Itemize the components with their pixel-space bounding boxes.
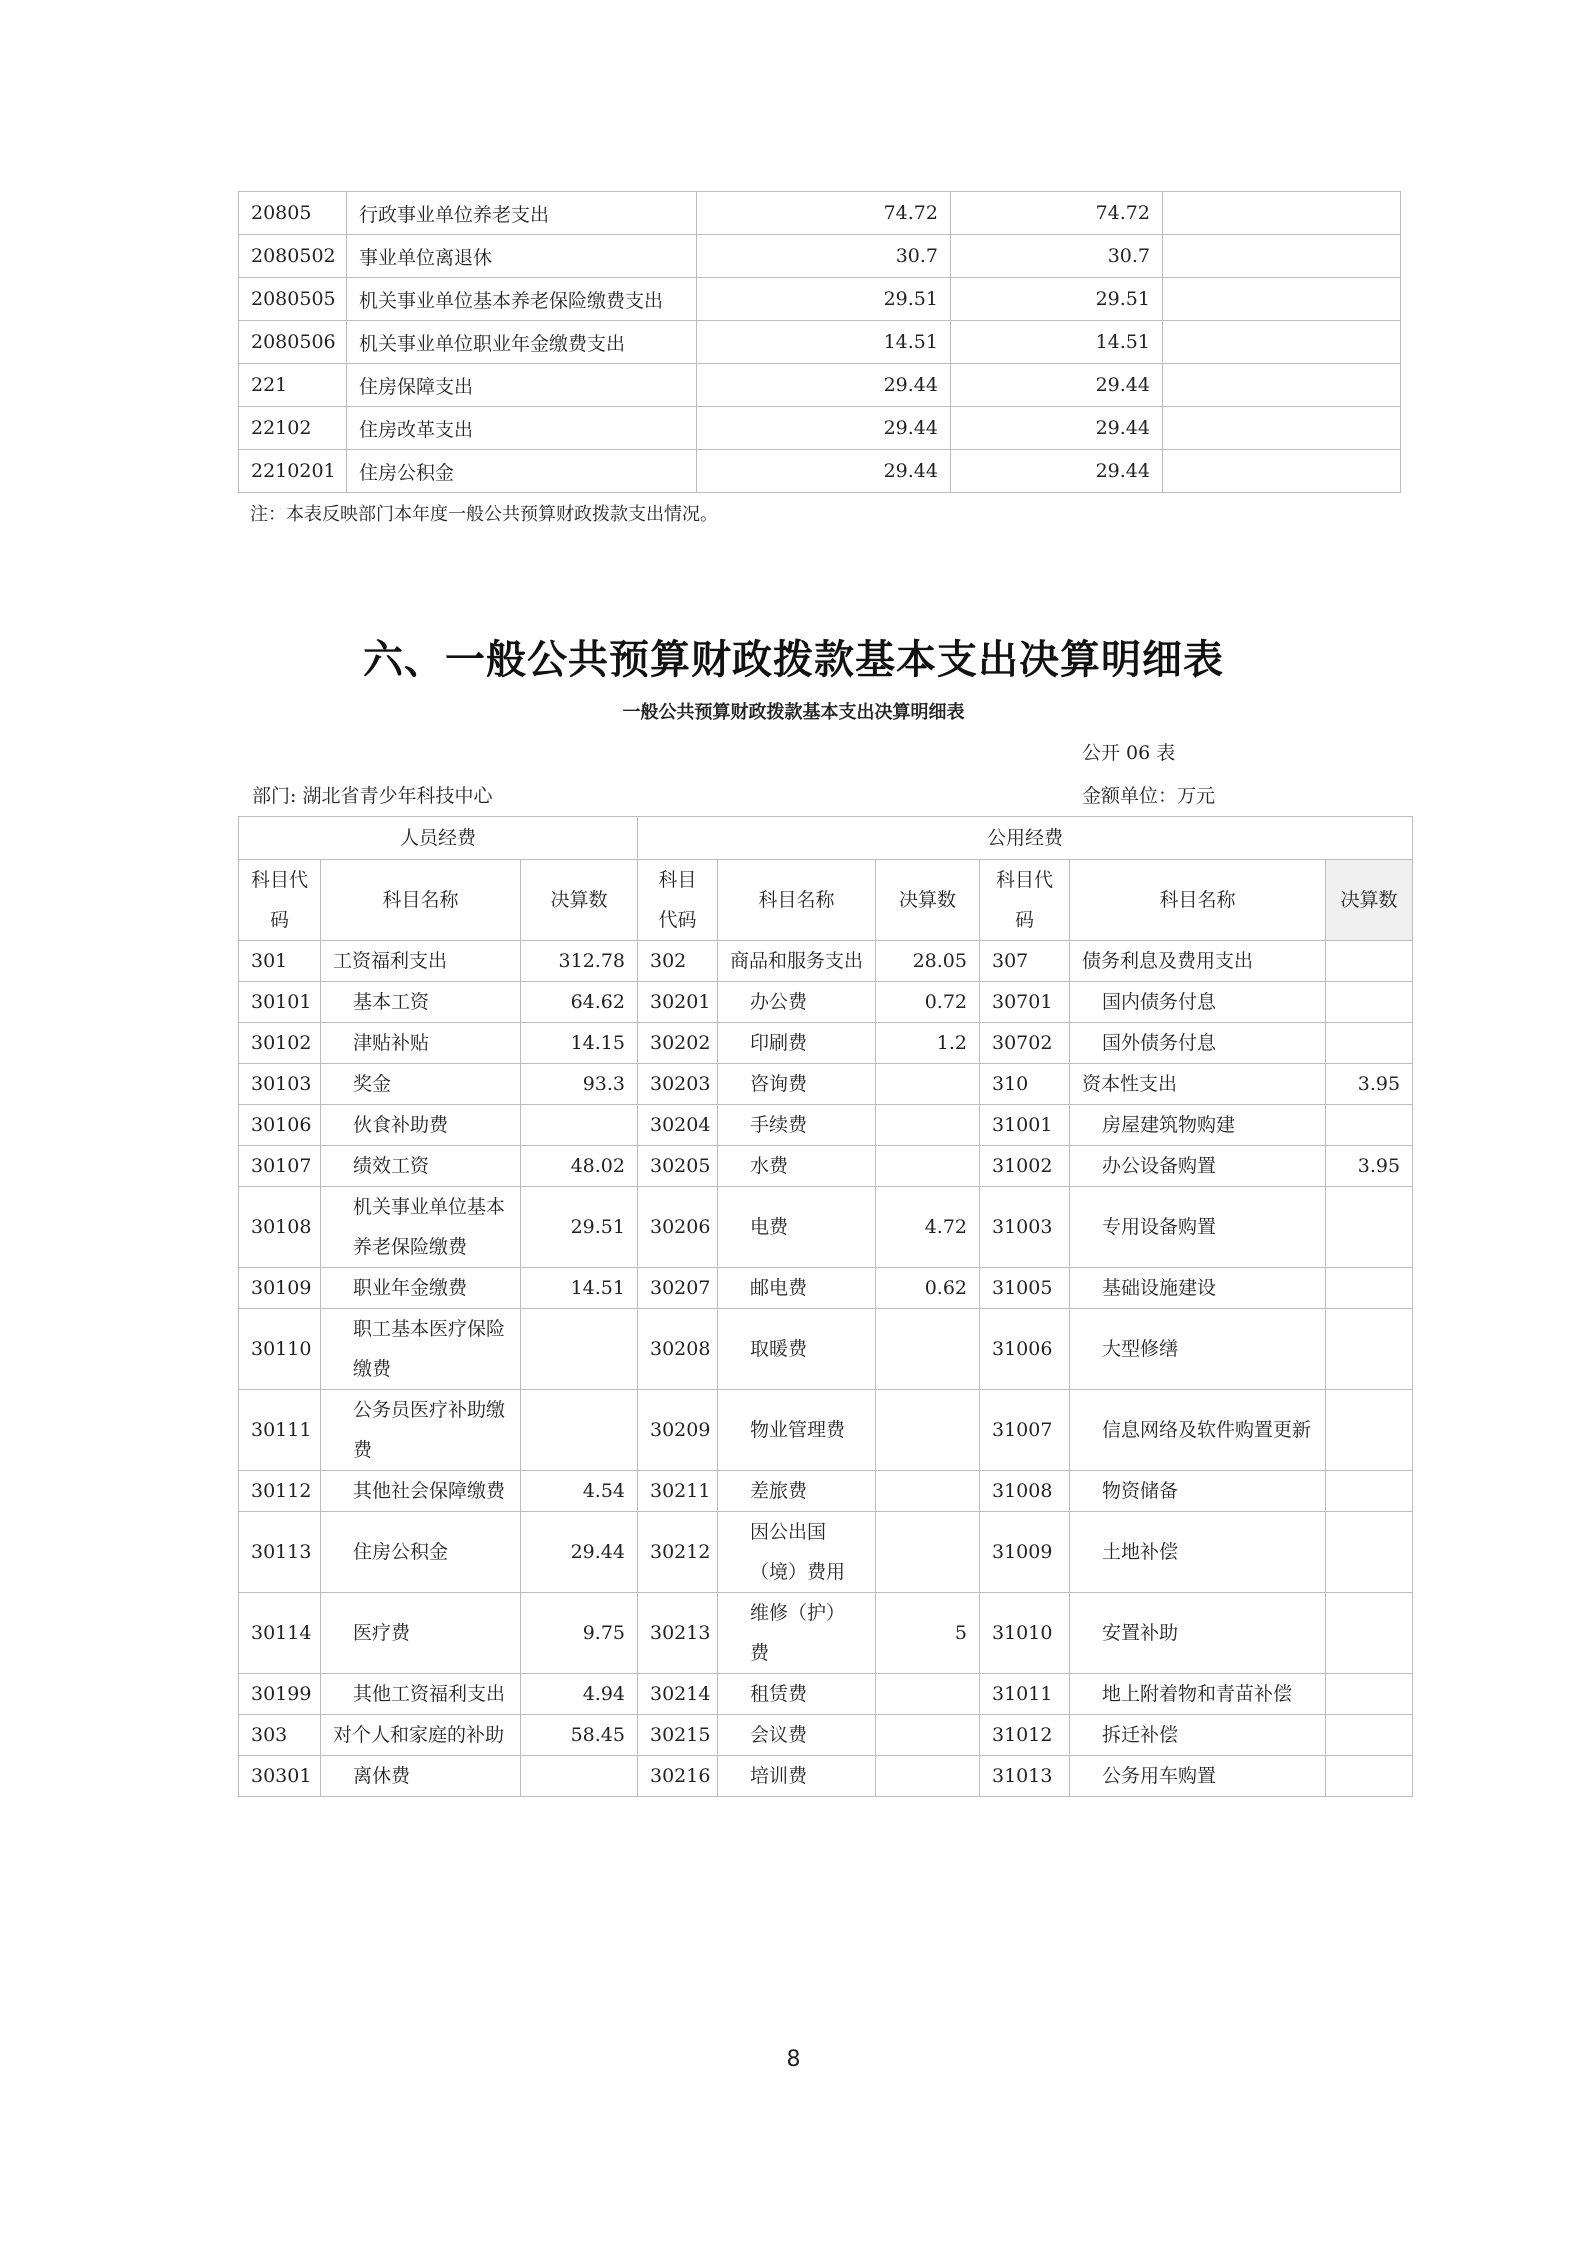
form-number: 公开 06 表 [1082, 742, 1176, 764]
table-row [239, 1105, 1413, 1146]
code-cell: 31008 [980, 1471, 1070, 1512]
amount-cell [1326, 1390, 1413, 1471]
name-cell: 基本工资 [321, 982, 521, 1023]
name-cell: 机关事业单位基本养老保险缴费支出 [347, 278, 697, 321]
total-cell: 29.44 [697, 407, 951, 450]
amount-cell [1326, 1715, 1413, 1756]
name-cell: 大型修缮 [1070, 1309, 1326, 1390]
name-cell: 离休费 [321, 1756, 521, 1797]
code-cell: 30202 [638, 1023, 718, 1064]
name-cell: 住房公积金 [347, 450, 697, 493]
name-cell: 电费 [718, 1187, 876, 1268]
amount-cell [1326, 1471, 1413, 1512]
name-cell: 津贴补贴 [321, 1023, 521, 1064]
code-cell: 302 [638, 941, 718, 982]
name-cell: 物资储备 [1070, 1471, 1326, 1512]
code-cell: 31007 [980, 1390, 1070, 1471]
amount-cell [521, 1309, 638, 1390]
table-row [239, 1471, 1413, 1512]
name-cell: 房屋建筑物购建 [1070, 1105, 1326, 1146]
amount-cell: 93.3 [521, 1064, 638, 1105]
amount-cell: 29.44 [521, 1512, 638, 1593]
name-cell: 物业管理费 [718, 1390, 876, 1471]
name-cell: 咨询费 [718, 1064, 876, 1105]
department-label: 部门: 湖北省青少年科技中心 [252, 785, 493, 807]
header-name-b: 科目名称 [718, 860, 876, 941]
basic-cell: 29.44 [951, 364, 1163, 407]
name-cell: 会议费 [718, 1715, 876, 1756]
total-cell: 14.51 [697, 321, 951, 364]
code-cell: 20805 [239, 192, 347, 235]
code-cell: 31012 [980, 1715, 1070, 1756]
header-code-c: 科目代码 [980, 860, 1070, 941]
amount-cell [1326, 1023, 1413, 1064]
name-cell: 邮电费 [718, 1268, 876, 1309]
amount-cell [1326, 1187, 1413, 1268]
name-cell: 住房保障支出 [347, 364, 697, 407]
total-cell: 29.51 [697, 278, 951, 321]
code-cell: 307 [980, 941, 1070, 982]
name-cell: 印刷费 [718, 1023, 876, 1064]
group-header-row [239, 817, 1413, 860]
amount-cell [876, 1471, 980, 1512]
code-cell: 31006 [980, 1309, 1070, 1390]
name-cell: 机关事业单位基本养老保险缴费 [321, 1187, 521, 1268]
code-cell: 30203 [638, 1064, 718, 1105]
table-row [239, 1023, 1413, 1064]
amount-cell [1326, 1105, 1413, 1146]
name-cell: 拆迁补偿 [1070, 1715, 1326, 1756]
code-cell: 30214 [638, 1674, 718, 1715]
code-cell: 31001 [980, 1105, 1070, 1146]
code-cell: 30216 [638, 1756, 718, 1797]
code-cell: 301 [239, 941, 321, 982]
name-cell: 租赁费 [718, 1674, 876, 1715]
code-cell: 30199 [239, 1674, 321, 1715]
name-cell: 信息网络及软件购置更新 [1070, 1390, 1326, 1471]
amount-cell: 48.02 [521, 1146, 638, 1187]
name-cell: 绩效工资 [321, 1146, 521, 1187]
name-cell: 其他社会保障缴费 [321, 1471, 521, 1512]
amount-cell [876, 1064, 980, 1105]
total-cell: 30.7 [697, 235, 951, 278]
amount-cell [1326, 1309, 1413, 1390]
code-cell: 2080505 [239, 278, 347, 321]
name-cell: 奖金 [321, 1064, 521, 1105]
name-cell: 基础设施建设 [1070, 1268, 1326, 1309]
name-cell: 取暖费 [718, 1309, 876, 1390]
name-cell: 水费 [718, 1146, 876, 1187]
code-cell: 30102 [239, 1023, 321, 1064]
name-cell: 专用设备购置 [1070, 1187, 1326, 1268]
code-cell: 2080506 [239, 321, 347, 364]
basic-cell: 29.44 [951, 407, 1163, 450]
name-cell: 住房公积金 [321, 1512, 521, 1593]
code-cell: 30209 [638, 1390, 718, 1471]
amount-cell: 312.78 [521, 941, 638, 982]
amount-cell: 5 [876, 1593, 980, 1674]
amount-cell: 0.72 [876, 982, 980, 1023]
name-cell: 公务用车购置 [1070, 1756, 1326, 1797]
section-title: 六、一般公共预算财政拨款基本支出决算明细表 [363, 637, 1224, 683]
code-cell: 30103 [239, 1064, 321, 1105]
code-cell: 31002 [980, 1146, 1070, 1187]
code-cell: 30211 [638, 1471, 718, 1512]
code-cell: 30108 [239, 1187, 321, 1268]
name-cell: 医疗费 [321, 1593, 521, 1674]
header-amount-b: 决算数 [876, 860, 980, 941]
name-cell: 商品和服务支出 [718, 941, 876, 982]
name-cell: 培训费 [718, 1756, 876, 1797]
code-cell: 30110 [239, 1309, 321, 1390]
table-row [239, 1146, 1413, 1187]
code-cell: 30107 [239, 1146, 321, 1187]
budget-expense-table [238, 191, 1401, 493]
name-cell: 工资福利支出 [321, 941, 521, 982]
column-header-row [239, 860, 1413, 941]
name-cell: 办公费 [718, 982, 876, 1023]
amount-cell: 3.95 [1326, 1064, 1413, 1105]
amount-cell: 4.54 [521, 1471, 638, 1512]
amount-cell [876, 1715, 980, 1756]
table-row [239, 1593, 1413, 1674]
table-row [239, 1268, 1413, 1309]
amount-cell: 64.62 [521, 982, 638, 1023]
amount-cell: 58.45 [521, 1715, 638, 1756]
table-subtitle: 一般公共预算财政拨款基本支出决算明细表 [622, 702, 965, 723]
code-cell: 30101 [239, 982, 321, 1023]
name-cell: 对个人和家庭的补助 [321, 1715, 521, 1756]
name-cell: 资本性支出 [1070, 1064, 1326, 1105]
amount-cell: 1.2 [876, 1023, 980, 1064]
name-cell: 国内债务付息 [1070, 982, 1326, 1023]
basic-expense-detail-table [238, 816, 1413, 1797]
amount-cell [1326, 1512, 1413, 1593]
name-cell: 维修（护）费 [718, 1593, 876, 1674]
name-cell: 事业单位离退休 [347, 235, 697, 278]
code-cell: 30208 [638, 1309, 718, 1390]
table-row [239, 407, 1401, 450]
name-cell: 债务利息及费用支出 [1070, 941, 1326, 982]
amount-cell [876, 1309, 980, 1390]
total-cell: 29.44 [697, 450, 951, 493]
basic-cell: 74.72 [951, 192, 1163, 235]
name-cell: 其他工资福利支出 [321, 1674, 521, 1715]
header-code-b: 科目代码 [638, 860, 718, 941]
group-personnel-cell: 人员经费 [239, 817, 638, 860]
amount-cell [521, 1756, 638, 1797]
table-row [239, 364, 1401, 407]
name-cell: 地上附着物和青苗补偿 [1070, 1674, 1326, 1715]
name-cell: 因公出国（境）费用 [718, 1512, 876, 1593]
code-cell: 2210201 [239, 450, 347, 493]
header-name-c: 科目名称 [1070, 860, 1326, 941]
basic-cell: 29.44 [951, 450, 1163, 493]
amount-cell: 3.95 [1326, 1146, 1413, 1187]
table-row [239, 1674, 1413, 1715]
amount-cell [876, 1512, 980, 1593]
code-cell: 221 [239, 364, 347, 407]
amount-cell [876, 1146, 980, 1187]
code-cell: 30212 [638, 1512, 718, 1593]
amount-cell: 14.15 [521, 1023, 638, 1064]
code-cell: 31003 [980, 1187, 1070, 1268]
amount-cell [876, 1674, 980, 1715]
code-cell: 30213 [638, 1593, 718, 1674]
name-cell: 职业年金缴费 [321, 1268, 521, 1309]
name-cell: 机关事业单位职业年金缴费支出 [347, 321, 697, 364]
amount-cell [1326, 1674, 1413, 1715]
amount-unit-label: 金额单位：万元 [1082, 785, 1216, 807]
basic-cell: 14.51 [951, 321, 1163, 364]
project-cell [1163, 364, 1401, 407]
page-number: 8 [786, 2047, 801, 2072]
table-row [239, 1512, 1413, 1593]
code-cell: 2080502 [239, 235, 347, 278]
table-row [239, 1187, 1413, 1268]
amount-cell [1326, 1593, 1413, 1674]
table-row [239, 192, 1401, 235]
code-cell: 30109 [239, 1268, 321, 1309]
table-row [239, 278, 1401, 321]
amount-cell: 4.94 [521, 1674, 638, 1715]
amount-cell [1326, 1268, 1413, 1309]
basic-cell: 29.51 [951, 278, 1163, 321]
table-row [239, 1309, 1413, 1390]
header-name-a: 科目名称 [321, 860, 521, 941]
project-cell [1163, 278, 1401, 321]
name-cell: 安置补助 [1070, 1593, 1326, 1674]
code-cell: 30113 [239, 1512, 321, 1593]
table-row [239, 941, 1413, 982]
amount-cell: 9.75 [521, 1593, 638, 1674]
project-cell [1163, 450, 1401, 493]
code-cell: 310 [980, 1064, 1070, 1105]
header-code-a: 科目代码 [239, 860, 321, 941]
table-row [239, 235, 1401, 278]
total-cell: 29.44 [697, 364, 951, 407]
name-cell: 行政事业单位养老支出 [347, 192, 697, 235]
project-cell [1163, 192, 1401, 235]
code-cell: 30215 [638, 1715, 718, 1756]
code-cell: 30204 [638, 1105, 718, 1146]
code-cell: 30114 [239, 1593, 321, 1674]
code-cell: 31011 [980, 1674, 1070, 1715]
name-cell: 公务员医疗补助缴费 [321, 1390, 521, 1471]
table-row [239, 1756, 1413, 1797]
code-cell: 30201 [638, 982, 718, 1023]
table-row [239, 982, 1413, 1023]
code-cell: 30301 [239, 1756, 321, 1797]
code-cell: 30701 [980, 982, 1070, 1023]
code-cell: 303 [239, 1715, 321, 1756]
code-cell: 30205 [638, 1146, 718, 1187]
name-cell: 手续费 [718, 1105, 876, 1146]
amount-cell: 28.05 [876, 941, 980, 982]
amount-cell: 14.51 [521, 1268, 638, 1309]
code-cell: 30112 [239, 1471, 321, 1512]
code-cell: 30207 [638, 1268, 718, 1309]
table-row [239, 321, 1401, 364]
name-cell: 办公设备购置 [1070, 1146, 1326, 1187]
amount-cell [521, 1390, 638, 1471]
name-cell: 伙食补助费 [321, 1105, 521, 1146]
code-cell: 31013 [980, 1756, 1070, 1797]
basic-cell: 30.7 [951, 235, 1163, 278]
header-amount-c: 决算数 [1326, 860, 1413, 941]
table-row [239, 1715, 1413, 1756]
code-cell: 31005 [980, 1268, 1070, 1309]
name-cell: 住房改革支出 [347, 407, 697, 450]
code-cell: 22102 [239, 407, 347, 450]
amount-cell: 0.62 [876, 1268, 980, 1309]
amount-cell [521, 1105, 638, 1146]
code-cell: 30702 [980, 1023, 1070, 1064]
amount-cell [1326, 982, 1413, 1023]
code-cell: 30111 [239, 1390, 321, 1471]
amount-cell [1326, 941, 1413, 982]
table-row [239, 1390, 1413, 1471]
group-public-cell: 公用经费 [638, 817, 1413, 860]
code-cell: 31009 [980, 1512, 1070, 1593]
project-cell [1163, 321, 1401, 364]
amount-cell [876, 1756, 980, 1797]
name-cell: 职工基本医疗保险缴费 [321, 1309, 521, 1390]
table-row [239, 1064, 1413, 1105]
name-cell: 国外债务付息 [1070, 1023, 1326, 1064]
amount-cell: 4.72 [876, 1187, 980, 1268]
code-cell: 30106 [239, 1105, 321, 1146]
name-cell: 差旅费 [718, 1471, 876, 1512]
header-amount-a: 决算数 [521, 860, 638, 941]
amount-cell [876, 1390, 980, 1471]
table-row [239, 450, 1401, 493]
total-cell: 74.72 [697, 192, 951, 235]
amount-cell [1326, 1756, 1413, 1797]
project-cell [1163, 407, 1401, 450]
code-cell: 30206 [638, 1187, 718, 1268]
project-cell [1163, 235, 1401, 278]
amount-cell: 29.51 [521, 1187, 638, 1268]
table-note: 注：本表反映部门本年度一般公共预算财政拨款支出情况。 [250, 504, 718, 525]
name-cell: 土地补偿 [1070, 1512, 1326, 1593]
code-cell: 31010 [980, 1593, 1070, 1674]
amount-cell [876, 1105, 980, 1146]
